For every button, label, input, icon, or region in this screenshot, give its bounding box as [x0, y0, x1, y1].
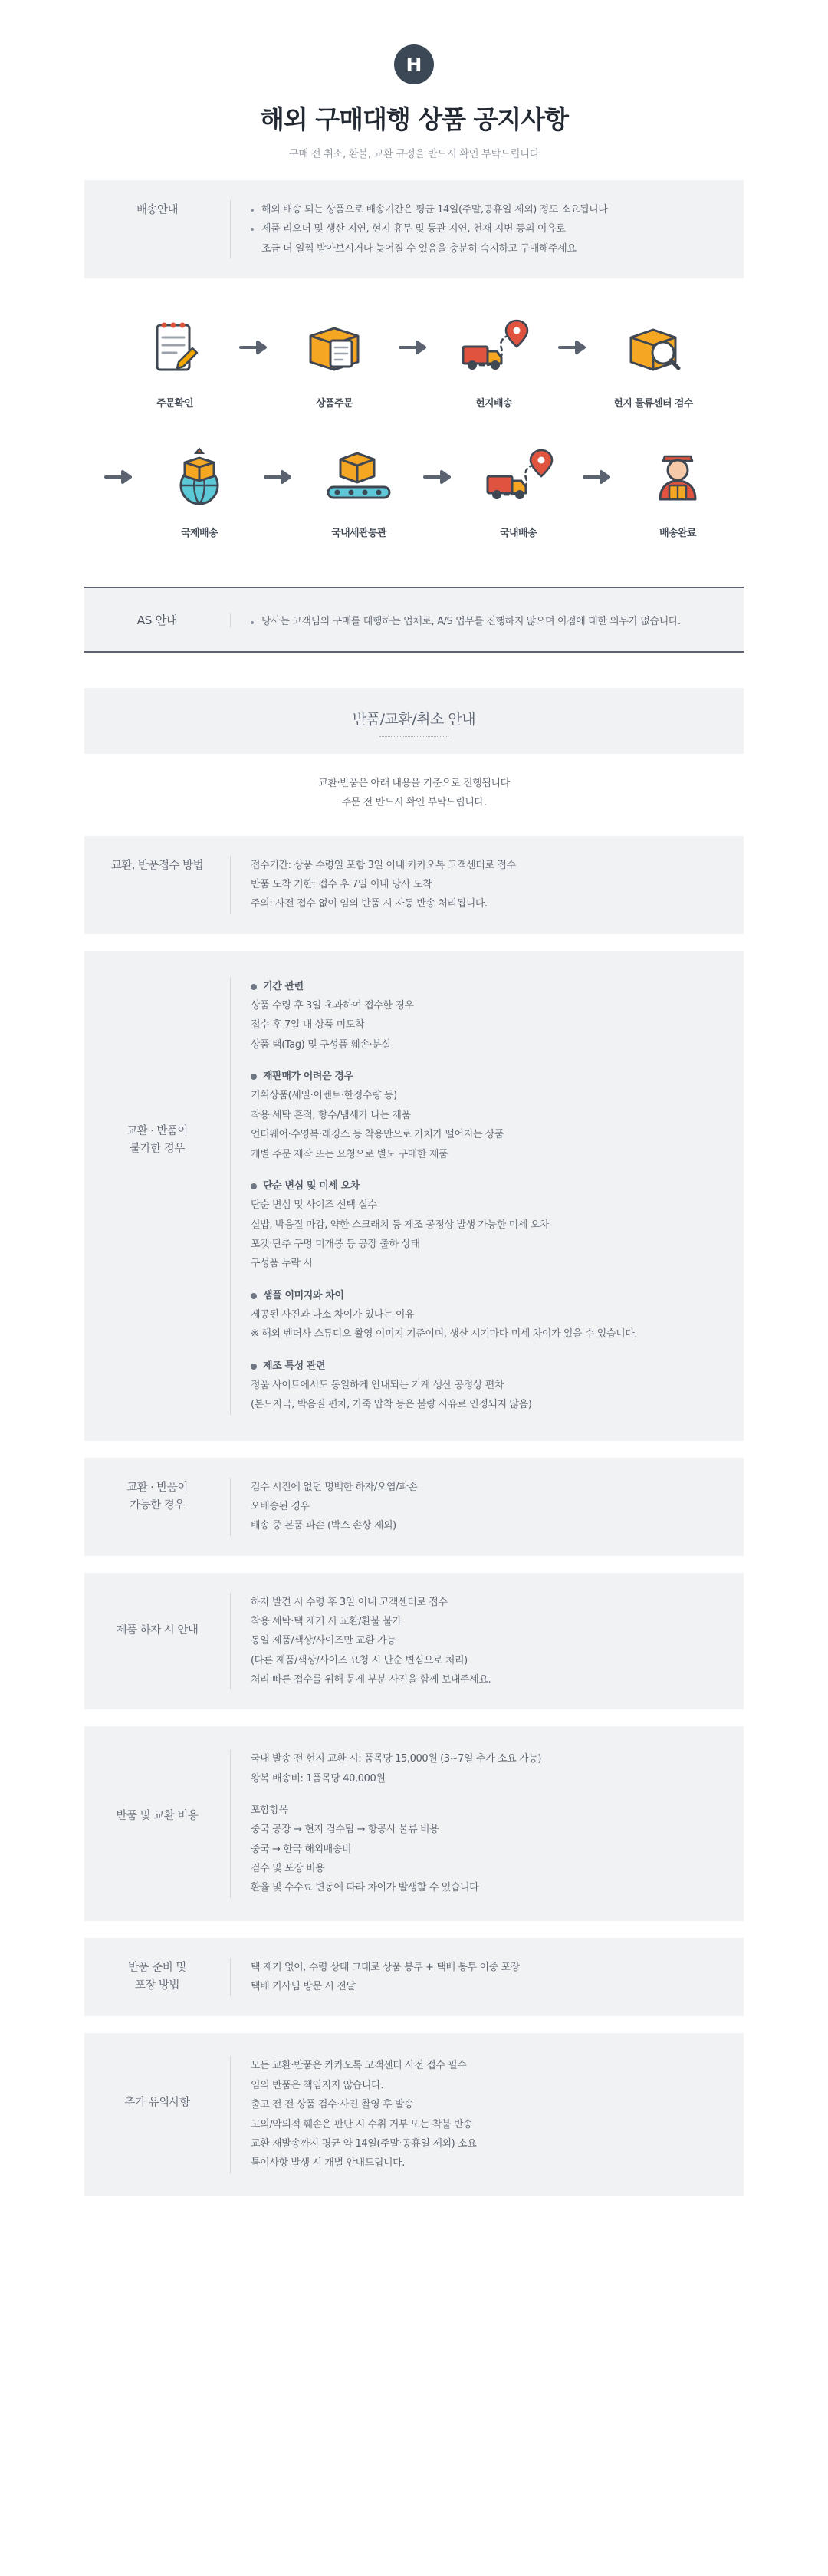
- product-defect-label: 제품 하자 시 안내: [116, 1624, 199, 1637]
- impossible-group-head: 단순 변심 및 미세 오차: [251, 1176, 722, 1196]
- return-policy-title: 반품/교환/취소 안내: [352, 711, 476, 729]
- impossible-group-head: 제조 특성 관련: [251, 1357, 722, 1376]
- additional-notice-line: 출고 전 전 상품 검수·사진 촬영 후 발송: [251, 2099, 414, 2111]
- additional-notice-line: 임의 반품은 책임지지 않습니다.: [251, 2079, 383, 2091]
- return-packing-label-line: 반품 준비 및: [128, 1961, 186, 1974]
- delivery-flow-row-2: [0, 423, 828, 553]
- impossible-group-line: 언더웨어·수영복·레깅스 등 착용만으로 가치가 떨어지는 상품: [251, 1129, 504, 1141]
- exchange-request-method-content: [230, 856, 744, 914]
- shipping-notice-label: 배송안내: [136, 204, 179, 216]
- exchange-possible-label: [84, 1478, 230, 1515]
- return-packing-label-line: 포장 방법: [134, 1979, 180, 1992]
- impossible-group-sample-difference: [251, 1286, 722, 1344]
- impossible-group-line: 착용·세탁 흔적, 향수/냄새가 나는 제품: [251, 1109, 411, 1121]
- as-notice-label: AS 안내: [136, 614, 178, 628]
- fee-line: 국내 발송 전 현지 교환 시: 품목당 15,000원 (3~7일 추가 소요 가능): [251, 1753, 542, 1765]
- box-document-icon: [277, 312, 392, 383]
- shipping-notice-content: [230, 200, 744, 258]
- flow-arrow-icon: [232, 312, 277, 383]
- flow-step-order-confirm: [117, 312, 232, 410]
- fee-line: 포함항목: [251, 1805, 288, 1817]
- impossible-group-line: 구성품 누락 시: [251, 1258, 313, 1270]
- shipping-notice-line: 조금 더 일찍 받아보시거나 늦어질 수 있음을 충분히 숙지하고 구매해주세요: [261, 242, 577, 255]
- impossible-group-line: 제공된 사진과 다소 차이가 있다는 이유: [251, 1308, 415, 1321]
- return-exchange-fee-label: 반품 및 교환 비용: [116, 1810, 199, 1823]
- impossible-group-head: 샘플 이미지와 차이: [251, 1286, 722, 1305]
- flow-arrow-icon: [416, 442, 461, 512]
- impossible-group-line: 실밥, 박음질 마감, 약한 스크래치 등 제조 공정상 발생 가능한 미세 오차: [251, 1219, 549, 1231]
- fee-line: 환율 및 수수료 변동에 따라 차이가 발생할 수 있습니다: [251, 1882, 479, 1894]
- flow-arrow-icon: [392, 312, 436, 383]
- impossible-group-line: 접수 후 7일 내 상품 미도착: [251, 1019, 365, 1031]
- clipboard-pen-icon: [117, 312, 232, 383]
- exchange-impossible-label-line: 교환 · 반품이: [127, 1124, 188, 1137]
- as-notice-content: [230, 613, 744, 627]
- shipping-notice-section: [84, 180, 744, 278]
- shipping-notice-line: 해외 배송 되는 상품으로 배송기간은 평균 14일(주말,공휴일 제외) 정도 소요됩니다: [251, 200, 722, 219]
- impossible-group-resale: [251, 1067, 722, 1164]
- return-policy-intro: [0, 754, 828, 836]
- exchange-impossible-label-line: 불가한 경우: [130, 1142, 185, 1155]
- additional-notice-line: 교환 재발송까지 평균 약 14일(주말·공휴일 제외) 소요: [251, 2137, 477, 2150]
- flow-arrow-icon: [551, 312, 596, 383]
- page-title: 해외 구매대행 상품 공지사항: [259, 104, 568, 134]
- exchange-possible-content: [230, 1478, 744, 1536]
- additional-notice-section: [84, 2033, 744, 2196]
- return-packing-section: [84, 1938, 744, 2017]
- page-header: [0, 0, 828, 180]
- exchange-impossible-section: [84, 951, 744, 1441]
- brand-logo-icon: H: [394, 44, 434, 84]
- product-defect-line: (다른 제품/색상/사이즈 요청 시 단순 변심으로 처리): [251, 1654, 468, 1666]
- flow-step-international-delivery: [142, 442, 257, 539]
- flow-step-local-warehouse-inspection: [596, 312, 711, 410]
- impossible-group-manufacturing: [251, 1357, 722, 1415]
- flow-step-domestic-delivery: [461, 442, 576, 539]
- delivery-flow-row-1: [0, 306, 828, 423]
- page-subtitle: 구매 전 취소, 환불, 교환 규정을 반드시 확인 부탁드립니다: [288, 148, 540, 160]
- return-packing-line: 택 제거 없이, 수령 상태 그대로 상품 봉투 + 택배 봉투 이중 포장: [251, 1961, 520, 1973]
- fee-line: 검수 및 포장 비용: [251, 1863, 325, 1875]
- flow-arrow-icon: [576, 442, 620, 512]
- as-notice-section: [84, 587, 744, 653]
- flow-step-caption: 현지배송: [475, 398, 512, 410]
- product-defect-line: 착용·세탁·택 제거 시 교환/환불 불가: [251, 1616, 402, 1627]
- flow-step-caption: 국내배송: [500, 528, 537, 540]
- impossible-group-line: 개별 주문 제작 또는 요청으로 별도 구매한 제품: [251, 1148, 449, 1160]
- impossible-group-head: 재판매가 어려운 경우: [251, 1067, 722, 1086]
- exchange-request-method-label: 교환, 반품접수 방법: [110, 859, 204, 872]
- exchange-possible-line: 오배송된 경우: [251, 1500, 310, 1512]
- return-exchange-fee-content: [230, 1749, 744, 1897]
- exchange-impossible-content: [230, 977, 744, 1415]
- title-divider: [380, 736, 449, 737]
- exchange-request-line: 주의: 사전 접수 없이 임의 반품 시 자동 반송 처리됩니다.: [251, 898, 488, 910]
- return-packing-label: [84, 1958, 230, 1995]
- impossible-group-line: 상품 택(Tag) 및 구성품 훼손·분실: [251, 1038, 391, 1051]
- exchange-possible-section: [84, 1458, 744, 1556]
- flow-step-local-delivery: [436, 312, 551, 410]
- impossible-group-change-of-mind: [251, 1176, 722, 1274]
- impossible-group-head: 기간 관련: [251, 977, 722, 996]
- truck-route-icon: [436, 312, 551, 383]
- return-policy-title-section: [84, 688, 744, 754]
- impossible-group-line: 기획상품(세일·이벤트·한정수량 등): [251, 1090, 397, 1102]
- fee-line: 중국 공장 → 현지 검수팀 → 항공사 물류 비용: [251, 1824, 439, 1836]
- delivery-person-icon: [620, 442, 735, 512]
- additional-notice-line: 고의/악의적 훼손은 판단 시 수취 거부 또는 착불 반송: [251, 2118, 473, 2130]
- flow-step-domestic-customs: [301, 442, 416, 539]
- exchange-possible-line: 검수 시진에 없던 명백한 하자/오염/파손: [251, 1481, 418, 1493]
- impossible-group-line: (본드자국, 박음질 편차, 가죽 압착 등은 불량 사유로 인정되지 않음): [251, 1399, 532, 1411]
- impossible-group-line: 상품 수령 후 3일 초과하여 접수한 경우: [251, 1000, 414, 1012]
- fee-line: 왕복 배송비: 1품목당 40,000원: [251, 1772, 386, 1785]
- return-packing-line: 택배 기사님 방문 시 전달: [251, 1981, 356, 1993]
- product-defect-content: [230, 1593, 744, 1690]
- exchange-possible-label-line: 가능한 경우: [130, 1499, 185, 1512]
- impossible-group-period: [251, 977, 722, 1054]
- product-defect-line: 하자 발견 시 수령 후 3일 이내 고객센터로 접수: [251, 1596, 448, 1608]
- return-exchange-fee-section: [84, 1726, 744, 1920]
- flow-step-caption: 배송완료: [659, 528, 696, 540]
- product-defect-line: 동일 제품/색상/사이즈만 교환 가능: [251, 1635, 396, 1647]
- exchange-impossible-label: [84, 977, 230, 1158]
- conveyor-icon: [301, 442, 416, 512]
- product-defect-line: 처리 빠른 접수를 위해 문제 부분 사진을 함께 보내주세요.: [251, 1674, 491, 1686]
- additional-notice-line: 특이사항 발생 시 개별 안내드립니다.: [251, 2157, 406, 2170]
- flow-step-delivery-complete: [620, 442, 735, 539]
- flow-step-caption: 국제배송: [181, 528, 218, 540]
- flow-step-caption: 상품주문: [316, 398, 353, 410]
- exchange-request-method-section: [84, 836, 744, 934]
- delivery-flow-diagram: [0, 278, 828, 561]
- additional-notice-line: 모든 교환·반품은 카카오톡 고객센터 사전 접수 필수: [251, 2060, 467, 2072]
- exchange-possible-label-line: 교환 · 반품이: [127, 1481, 188, 1494]
- return-packing-content: [230, 1958, 744, 1997]
- exchange-possible-line: 배송 중 본품 파손 (박스 손상 제외): [251, 1520, 396, 1532]
- shipping-notice-line: 제품 리오더 및 생산 지연, 현지 휴무 및 통관 지연, 천재 지변 등의 이유로: [251, 219, 722, 239]
- flow-step-caption: 국내세관통관: [331, 528, 386, 540]
- impossible-group-line: 정품 사이트에서도 동일하게 안내되는 기계 생산 공정상 편차: [251, 1379, 504, 1391]
- return-policy-intro-line: 주문 전 반드시 확인 부탁드립니다.: [341, 797, 487, 809]
- impossible-group-line: ※ 해외 벤더사 스튜디오 촬영 이미지 기준이며, 생산 시기마다 미세 차이가 있을 수 있습니다.: [251, 1328, 638, 1341]
- flow-arrow-icon: [97, 442, 142, 512]
- additional-notice-content: [230, 2056, 744, 2173]
- flow-step-caption: 주문확인: [156, 398, 193, 410]
- box-magnifier-icon: [596, 312, 711, 383]
- truck-route-icon: [461, 442, 576, 512]
- as-notice-text: 당사는 고객님의 구매를 대행하는 업체로, A/S 업무를 진행하지 않으며 이점에 대한 의무가 없습니다.: [251, 613, 744, 627]
- exchange-request-line: 접수기간: 상품 수령일 포함 3일 이내 카카오톡 고객센터로 접수: [251, 859, 516, 871]
- product-defect-section: [84, 1573, 744, 1710]
- flow-step-product-order: [277, 312, 392, 410]
- fee-line: 중국 → 한국 해외배송비: [251, 1843, 352, 1855]
- exchange-request-line: 반품 도착 기한: 접수 후 7일 이내 당사 도착: [251, 879, 432, 891]
- flow-step-caption: 현지 물류센터 검수: [613, 398, 693, 410]
- flow-arrow-icon: [257, 442, 301, 512]
- additional-notice-label: 추가 유의사항: [124, 2097, 190, 2110]
- global-box-icon: [142, 442, 257, 512]
- impossible-group-line: 단순 변심 및 사이즈 선택 실수: [251, 1199, 377, 1212]
- return-policy-intro-line: 교환·반품은 아래 내용을 기준으로 진행됩니다: [318, 778, 510, 790]
- impossible-group-line: 포켓·단추 구멍 미개봉 등 공장 출하 상태: [251, 1238, 420, 1250]
